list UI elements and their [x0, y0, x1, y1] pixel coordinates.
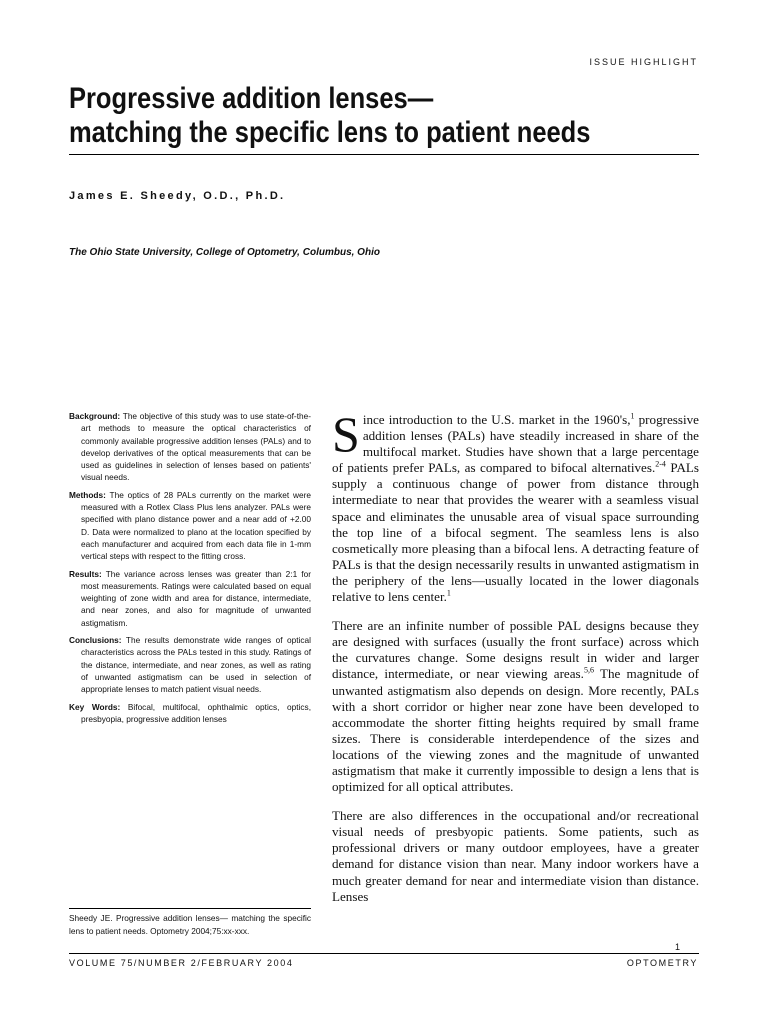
abstract-results-heading: Results:: [69, 568, 102, 579]
title-line-2: matching the specific lens to patient needs: [69, 116, 591, 149]
abstract-keywords: [69, 701, 311, 726]
abstract-keywords-text: Bifocal, multifocal, ophthalmic optics, optics, presbyopia, progressive addition lenses: [81, 701, 311, 724]
footer-divider: [69, 953, 699, 954]
abstract: [69, 410, 311, 730]
citation: Sheedy JE. Progressive addition lenses— matching the specific lens to patient needs. Optometry 2004;75:xx-xxx.: [69, 908, 311, 937]
drop-cap: S: [332, 406, 360, 462]
title-line-1: Progressive addition lenses—: [69, 82, 434, 115]
abstract-keywords-heading: Key Words:: [69, 701, 121, 712]
abstract-conclusions: [69, 634, 311, 695]
abstract-conclusions-text: The results demonstrate wide ranges of optical characteristics across the PALs tested in this study. Ratings of the distance, intermediate, and near zones, as well as rating of unwanted astigmatism can be used in selection of appropriate lenses to match patient visual needs.: [81, 635, 311, 695]
abstract-results-text: The variance across lenses was greater than 2:1 for most measurements. Ratings were calculated based on equal weighting of zone width and area for distance, intermediate, and near zones, and also for magnitude of unwanted astigmatism.: [81, 568, 311, 628]
abstract-conclusions-heading: Conclusions:: [69, 635, 122, 646]
author-affiliation: The Ohio State University, College of Optometry, Columbus, Ohio: [69, 247, 380, 258]
footer-journal-name: OPTOMETRY: [626, 958, 698, 968]
author-name: James E. Sheedy, O.D., Ph.D.: [69, 190, 286, 202]
footer-journal-issue: VOLUME 75/NUMBER 2/FEBRUARY 2004: [69, 958, 294, 968]
section-label: ISSUE HIGHLIGHT: [589, 57, 698, 67]
body-p1-part-a: ince introduction to the U.S. market in the 1960's,: [362, 412, 631, 427]
body-text: [332, 406, 699, 918]
body-paragraph-2: [332, 618, 699, 795]
article-title: [69, 82, 699, 155]
reference-superscript: 1: [630, 411, 635, 421]
body-p2-part-b: The magnitude of unwanted astigmatism also depends on design. More recently, PALs with a short corridor or higher near zone have been developed to accommodate the shorter fitting heights required by small frame sizes. There is considerable interdependence of the sizes and locations of the viewing zones and the magnitude of unwanted astigmatism that make it currently impossible to design a lens that is optimized for all optical attributes.: [332, 666, 699, 795]
page-number: 1: [675, 942, 681, 952]
abstract-background-heading: Background:: [69, 411, 121, 421]
body-p1-part-b: progressive addition lenses (PALs) have steadily increased in share of the multifocal market. Studies have shown that a large percentage of patients prefer PALs, as compared to bifocal alternatives.: [332, 412, 699, 476]
body-p1-part-c: PALs supply a continuous change of power from distance through intermediate to near that provides the wearer with a seamless visual space and eliminates the unusable area of visual space surrounding the top line of a bifocal segment. The seamless lens is also cosmetically more pleasing than a bifocal lens. A detracting feature of PALs is that the design necessarily results in unwanted astigmatism in the periphery of the lens—usually located in the lower diagonals relative to lens center.: [332, 460, 699, 605]
body-paragraph-3: There are also differences in the occupational and/or recreational visual needs of presbyopic patients. Some patients, such as professional drivers or many outdoor employees, have a greater demand for distance vision than near. Many indoor workers have a much greater demand for near and intermediate vision than distance. Lenses: [332, 808, 699, 904]
abstract-results: [69, 568, 311, 629]
reference-superscript: 5,6: [583, 666, 594, 676]
reference-superscript: 2-4: [655, 459, 666, 469]
body-paragraph-1: [332, 406, 699, 605]
abstract-background: [69, 410, 311, 484]
reference-superscript: 1: [446, 588, 451, 598]
abstract-methods-text: The optics of 28 PALs currently on the market were measured with a Rotlex Class Plus lens analyzer. PALs were specified with plano distance power and a near add of +2.00 D. Data were normalized to plano at the location specified by each manufacturer and acquired from each data file in 1-mm vertical steps with respect to the fitting cross.: [81, 489, 311, 562]
abstract-background-text: The objective of this study was to use state-of-the-art methods to measure the optical characteristics of commonly available progressive addition lenses (PALs) and to develop derivatives of the optical measurements that can be used as guidelines in selection of lenses based on patients' visual needs.: [81, 411, 311, 483]
body-p2-part-a: There are an infinite number of possible PAL designs because they are designed with surfaces (usually the front surface) across which the curvatures change. Some designs result in wider and larger distance, intermediate, or near viewing areas.: [332, 618, 699, 682]
abstract-methods: [69, 489, 311, 563]
abstract-methods-heading: Methods:: [69, 489, 106, 500]
